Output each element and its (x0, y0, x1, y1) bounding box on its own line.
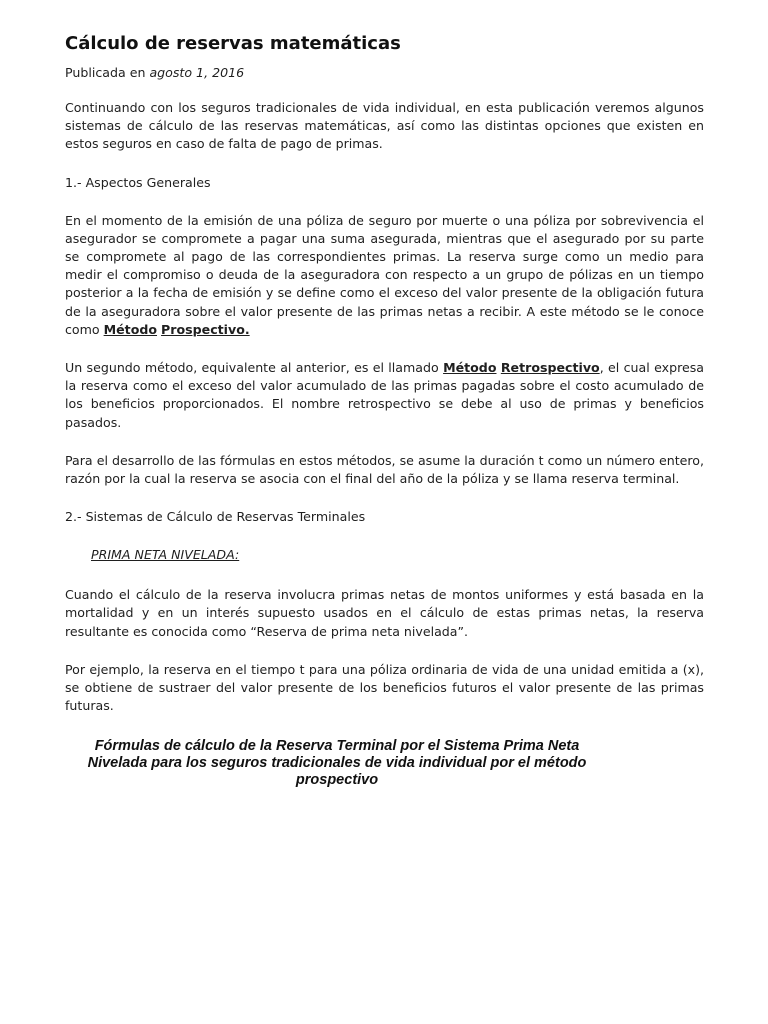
formula-caption-line: prospectivo (295, 772, 379, 788)
term-retrospectivo: Retrospectivo (500, 360, 600, 376)
paragraph-text-start: Un segundo método, equivalente al anterior, es el llamado (65, 360, 444, 376)
retrospective-method-paragraph (65, 359, 704, 432)
terminal-reserve-paragraph: Para el desarrollo de las fórmulas en estos métodos, se asume la duración t como un número entero, razón por la cual la reserva se asocia con el final del año de la póliza y se llama reserva terminal. (65, 452, 704, 487)
level-premium-paragraph: Cuando el cálculo de la reserva involucra primas netas de montos uniformes y está basada en la mortalidad y en un interés supuesto usados en el cálculo de estas primas netas, la reserva resultante es conocida como “Reserva de prima neta nivelada”. (65, 587, 704, 639)
paragraph-text-end: , el cual expresa la reserva como el exceso del valor acumulado de las primas pagadas sobre el costo acumulado de los beneficios proporcionados. El nombre retrospectivo se debe al uso de primas y beneficios pasados. (65, 360, 704, 430)
term-prospectivo: Prospectivo. (161, 321, 250, 337)
prospective-method-paragraph (65, 212, 704, 339)
paragraph-text: En el momento de la emisión de una póliza de seguro por muerte o una póliza por sobrevivencia el asegurador se compromete a pagar una suma asegurada, mientras que el asegurado por su parte se compromete al pago de las correspondientes primas. La reserva surge como un medio para medir el compromiso o deuda de la aseguradora con respecto a un grupo de pólizas en un tiempo posterior a la fecha de emisión y se define como el exceso del valor presente de la obligación futura de la aseguradora sobre el valor presente de las primas netas a recibir. A este método se le conoce como (65, 212, 704, 337)
formula-caption-line: Nivelada para los seguros tradicionales de vida individual por el método (87, 755, 587, 771)
subheading-prima-neta-nivelada: PRIMA NETA NIVELADA: (91, 547, 240, 563)
article-title: Cálculo de reservas matemáticas (65, 33, 401, 54)
byline (65, 64, 704, 82)
intro-paragraph: Continuando con los seguros tradicionales de vida individual, en esta publicación veremos algunos sistemas de cálculo de las reservas matemáticas, así como las distintas opciones que existen en estos seguros en caso de falta de pago de primas. (65, 100, 704, 152)
formula-caption-line: Fórmulas de cálculo de la Reserva Terminal por el Sistema Prima Neta (94, 738, 580, 754)
section-heading-aspectos: 1.- Aspectos Generales (65, 174, 211, 190)
publish-date: agosto 1, 2016 (149, 65, 245, 80)
example-paragraph: Por ejemplo, la reserva en el tiempo t para una póliza ordinaria de vida de una unidad emitida a (x), se obtiene de sustraer del valor presente de los beneficios futuros el valor presente de las primas futuras. (65, 661, 704, 714)
article (65, 32, 704, 735)
term-metodo: Método (443, 360, 497, 376)
term-metodo: Método (103, 321, 158, 337)
formula-caption (67, 738, 607, 789)
byline-prefix: Publicada en (65, 65, 150, 80)
section-heading-sistemas: 2.- Sistemas de Cálculo de Reservas Terminales (65, 509, 366, 525)
